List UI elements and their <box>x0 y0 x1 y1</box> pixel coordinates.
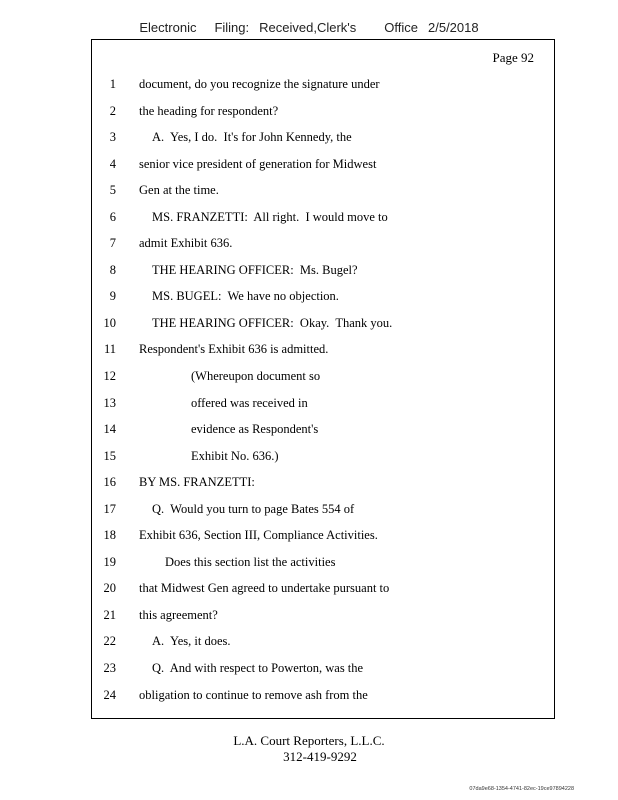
line-text: MS. BUGEL: We have no objection. <box>152 289 339 304</box>
transcript-line <box>92 416 554 443</box>
line-number: 22 <box>103 634 116 649</box>
electronic-filing-stamp <box>0 20 618 35</box>
line-text: admit Exhibit 636. <box>139 236 233 251</box>
line-number: 18 <box>103 528 116 543</box>
transcript-line <box>92 443 554 470</box>
transcript-line <box>92 575 554 602</box>
transcript-lines <box>92 71 554 708</box>
line-text: Does this section list the activities <box>165 554 336 569</box>
transcript-line <box>92 283 554 310</box>
transcript-line <box>92 71 554 98</box>
transcript-line <box>92 230 554 257</box>
line-number: 20 <box>103 581 116 596</box>
footer <box>0 733 618 765</box>
line-number: 11 <box>103 342 116 357</box>
line-text: Exhibit No. 636.) <box>191 448 279 463</box>
transcript-page <box>91 39 555 719</box>
line-number: 15 <box>103 448 116 463</box>
line-text: that Midwest Gen agreed to undertake pursuant to <box>139 581 390 596</box>
line-text: Exhibit 636, Section III, Compliance Activities. <box>139 528 378 543</box>
transcript-line <box>92 496 554 523</box>
court-reporter-phone: 312-419-9292 <box>283 749 357 764</box>
court-reporter-name: L.A. Court Reporters, L.L.C. <box>233 733 385 748</box>
line-number: 12 <box>103 369 116 384</box>
line-number: 6 <box>109 209 116 224</box>
line-text: THE HEARING OFFICER: Okay. Thank you. <box>152 315 393 330</box>
line-number: 10 <box>103 315 116 330</box>
line-number: 16 <box>103 475 116 490</box>
line-number: 14 <box>103 422 116 437</box>
line-number: 5 <box>109 183 116 198</box>
line-number: 7 <box>109 236 116 251</box>
line-text: Q. And with respect to Powerton, was the <box>152 661 364 676</box>
transcript-line <box>92 602 554 629</box>
line-text: the heading for respondent? <box>139 103 279 118</box>
transcript-line <box>92 390 554 417</box>
line-number: 8 <box>109 262 116 277</box>
line-text: A. Yes, I do. It's for John Kennedy, the <box>152 130 352 145</box>
document-id: 07da9e68-1354-4741-82ec-19ce97894228 <box>469 786 574 792</box>
transcript-line <box>92 682 554 709</box>
stamp-electronic: Electronic <box>139 20 197 35</box>
line-number: 17 <box>103 501 116 516</box>
line-text: senior vice president of generation for Midwest <box>139 156 377 171</box>
line-text: this agreement? <box>139 607 218 622</box>
line-text: Q. Would you turn to page Bates 554 of <box>152 501 355 516</box>
line-number: 19 <box>103 554 116 569</box>
transcript-line <box>92 310 554 337</box>
line-number: 2 <box>109 103 116 118</box>
line-text: A. Yes, it does. <box>152 634 231 649</box>
line-text: (Whereupon document so <box>191 369 321 384</box>
transcript-line <box>92 363 554 390</box>
line-text: THE HEARING OFFICER: Ms. Bugel? <box>152 262 358 277</box>
line-text: MS. FRANZETTI: All right. I would move to <box>152 209 388 224</box>
transcript-line <box>92 655 554 682</box>
transcript-line <box>92 549 554 576</box>
stamp-filing: Filing: <box>214 20 250 35</box>
transcript-line <box>92 177 554 204</box>
line-text: obligation to continue to remove ash from the <box>139 687 368 702</box>
line-text: BY MS. FRANZETTI: <box>139 475 255 490</box>
transcript-line <box>92 204 554 231</box>
transcript-line <box>92 151 554 178</box>
line-text: evidence as Respondent's <box>191 422 319 437</box>
transcript-line <box>92 522 554 549</box>
line-number: 4 <box>109 156 116 171</box>
transcript-line <box>92 98 554 125</box>
transcript-line <box>92 336 554 363</box>
page-number: Page 92 <box>492 50 534 65</box>
transcript-line <box>92 628 554 655</box>
stamp-office: Office <box>384 20 418 35</box>
line-text: Gen at the time. <box>139 183 219 198</box>
line-text: document, do you recognize the signature under <box>139 77 380 91</box>
transcript-line <box>92 124 554 151</box>
line-number: 1 <box>109 77 116 91</box>
line-text: Respondent's Exhibit 636 is admitted. <box>139 342 329 357</box>
line-number: 23 <box>103 661 116 676</box>
line-number: 24 <box>103 687 116 702</box>
stamp-received-clerks: Received,Clerk's <box>259 20 357 35</box>
stamp-date: 2/5/2018 <box>428 20 479 35</box>
line-number: 21 <box>103 607 116 622</box>
line-number: 3 <box>109 130 116 145</box>
transcript-line <box>92 257 554 284</box>
transcript-line <box>92 469 554 496</box>
line-text: offered was received in <box>191 395 308 410</box>
line-number: 9 <box>109 289 116 304</box>
line-number: 13 <box>103 395 116 410</box>
